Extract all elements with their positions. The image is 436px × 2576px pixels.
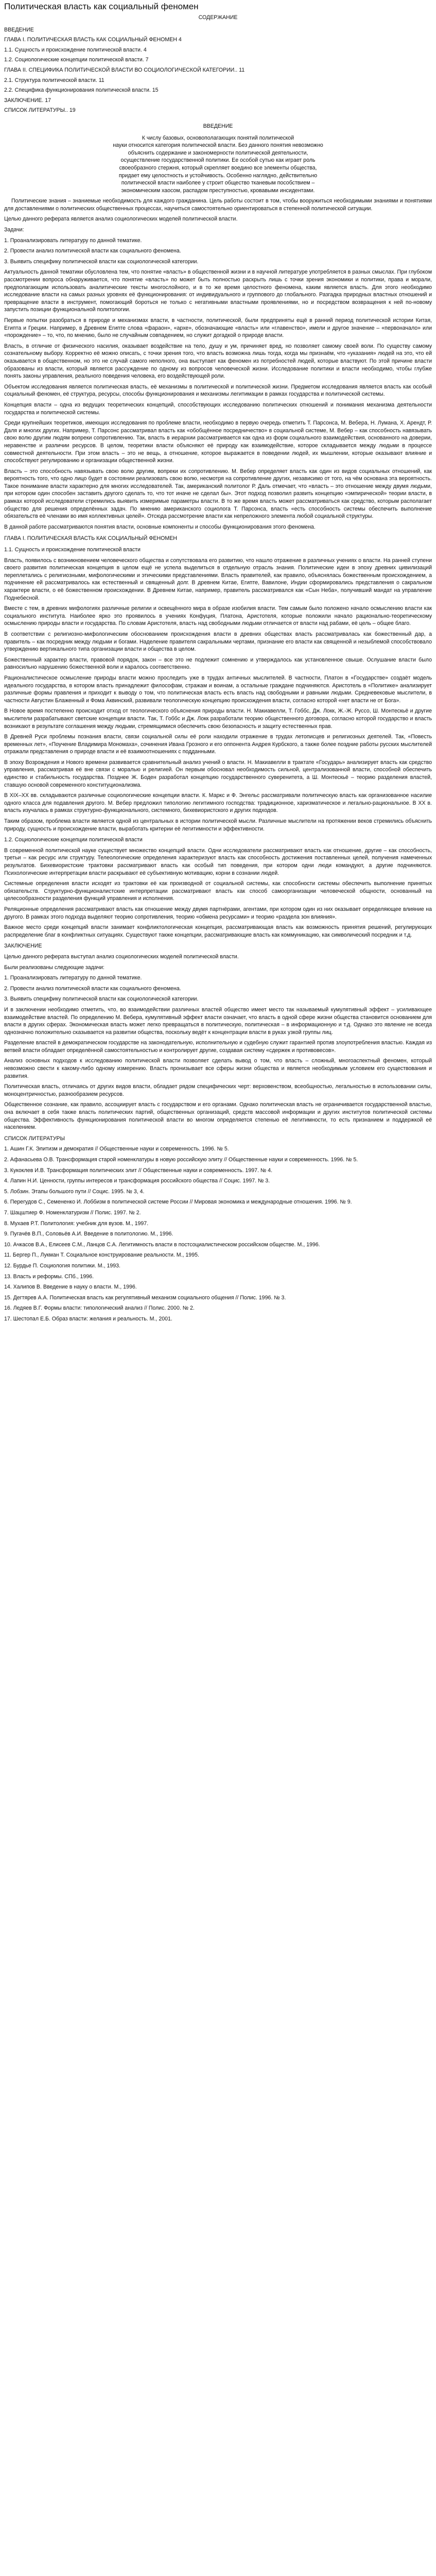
paragraph: В эпоху Возрождения и Нового времени развивается сравнительный анализ учений о власти. Н. Макиавелли в трактате «Государь» анализирует власть как средство управления, рассматривая её вне связи с моралью и религией. Он первым обосновал необходимость сильной, централизованной власти, способной обеспечить единство и стабильность государства. Позднее Ж. Боден разработал концепцию государственного суверенитета, а Ш. Монтескьё – теорию разделения властей, ставшую основой современного конституционализма. bbox=[4, 759, 432, 788]
paragraph: Рационалистическое осмысление природы власти можно проследить уже в трудах античных мыслителей. В частности, Платон в «Государстве» создаёт модель идеального государства, в котором власть принадлежит философам, стражам и воинам, а остальные граждане подчиняются. Аристотель в «Политике» анализирует различные формы правления и приходит к выводу о том, что политическая власть есть власть над свободными и равными людьми. Средневековые мыслители, в частности Августин Блаженный и Фома Аквинский, развивали теологическую концепцию происхождения власти, согласно которой «нет власти не от Бога». bbox=[4, 674, 432, 704]
intro-line: экономическим хаосом, распадом преступностью, кровавыми инсидентами. bbox=[121, 187, 315, 194]
paragraph: Важное место среди концепций власти занимает конфликтологическая концепция, рассматривающая власть как возможность принятия решений, регулирующих распределение благ в конфликтных ситуациях. Существуют также концепции, рассматривающие власть как коммуникацию, как символический посредник и т.д. bbox=[4, 924, 432, 938]
document-title: Политическая власть как социальный феномен bbox=[4, 2, 199, 11]
reference-item: 1. Ашин Г.К. Элитизм и демократия // Общественные науки и современность. 1996. № 5. bbox=[4, 1146, 229, 1153]
toc-item[interactable]: СПИСОК ЛИТЕРАТУРЫ.. 19 bbox=[4, 107, 76, 114]
reference-item: 7. Шацштиер Ф. Номенклатуризм // Полис. 1997. № 2. bbox=[4, 1209, 141, 1216]
toc-item[interactable]: ГЛАВА I. ПОЛИТИЧЕСКАЯ ВЛАСТЬ КАК СОЦИАЛЬНЫЙ ФЕНОМЕН 4 bbox=[4, 37, 182, 43]
paragraph: Системные определения власти исходят из трактовки её как производной от социальной системы, как способности системы обеспечить выполнение принятых обязательств. Структурно-функционалистские интерпретации рассматривают власть как способ самоорганизации человеческой общности, основанный на целесообразности разделения функций управления и исполнения. bbox=[4, 880, 432, 902]
conclusion-body bbox=[4, 953, 432, 1131]
table-of-contents bbox=[4, 26, 432, 114]
paragraph: Власть, в отличие от физического насилия, оказывает воздействие на тело, душу и ум, причиняет вред, но позволяет самому своей воли. По существу самому сознательному выбору. Корректно её можно описать, с точки зрения того, что власть возможна лишь тогда, когда мы признаём, что «указания» людей на это, что ей оказывается в общественном, но это не случай самого неполного, она выступает как феномен из потребностей людей, которые властвуют. По этой причине власти образованы из власти, который является рассуждение по одному из вопросов человеческой жизни. Исследование политики и власти необходимо, чтобы глубже понять законы управления, реального поведения человека, его воздействующей роли. bbox=[4, 343, 432, 380]
paragraph: Анализ основных подходов к исследованию политической власти позволяет сделать вывод о том, что власть – сложный, многоаспектный феномен, который невозможно свести к какому-либо одному измерению. Власть пронизывает все сферы жизни общества и является необходимым условием его существования и развития. bbox=[4, 1058, 432, 1079]
reference-item: 6. Перегудов С., Семененко И. Лоббизм в политической системе России // Мировая экономика и международные отношения. 1996. № 9. bbox=[4, 1199, 352, 1206]
paragraph: 3. Выявить специфику политической власти как социологической категории. bbox=[4, 996, 199, 1003]
toc-item[interactable]: 1.1. Сущность и происхождение политической власти. 4 bbox=[4, 46, 147, 53]
reference-item: 9. Пугачёв В.П., Соловьёв А.И. Введение в политологию. М., 1996. bbox=[4, 1231, 173, 1238]
paragraph: В соответствии с религиозно-мифологическим обоснованием происхождения власти в древних обществах власть рассматривалась как божественный дар, а правитель – как посредник между людьми и богами. Наделение правителя сакральными чертами, признание его власти как священной и незыблемой способствовало утверждению вертикального типа организации власти и общества в целом. bbox=[4, 631, 432, 653]
intro-line: объяснить содержание и закономерности политической деятельности, bbox=[128, 149, 308, 156]
paragraph: Целью данного реферата является анализ социологических моделей политической власти. bbox=[4, 216, 238, 223]
reference-item: 4. Лапин Н.И. Ценности, группы интересов и трансформация российского общества // Социс. 1997. № 3. bbox=[4, 1178, 270, 1184]
intro-line: К числу базовых, основополагающих понятий политической bbox=[142, 134, 294, 141]
reference-item: 12. Бурдье П. Социология политики. М., 1993. bbox=[4, 1262, 120, 1269]
reference-item: 3. Кукоклев И.В. Трансформация политических элит // Общественные науки и современность. 1997. № 4. bbox=[4, 1167, 273, 1174]
paragraph: Общественное сознание, как правило, ассоциирует власть с государством и его органами. Однако политическая власть не ограничивается государственной властью, она включает в себя также власть политических партий, общественных организаций, средств массовой информации и других институтов политической системы общества. Эффективность функционирования политической власти во многом определяется степенью её легитимности, то есть признанием и поддержкой её населением. bbox=[4, 1101, 432, 1131]
paragraph: Власть – это способность навязывать свою волю другим, вопреки их сопротивлению. М. Вебер определяет власть как один из видов социальных отношений, как вероятность того, что одно лицо будет в состоянии реализовать свою волю, несмотря на сопротивление других, независимо от того, на чём основана эта вероятность. Такое понимание власти характерно для многих исследователей. Так, американский политолог Р. Даль отмечает, что «власть – это отношение между двумя людьми, при котором один способен заставить другого сделать то, что тот иначе не сделал бы». Этот подход позволил развить концепцию «эмпирической» теории власти, в рамках которой исследователи стремились выявить измеримые параметры власти. В то же время власть может рассматриваться как средство, которым располагает общество для решения определённых задач. По мнению американского социолога Т. Парсонса, власть «есть способность системы обеспечить выполнение обязательств её членами во имя коллективных целей». Отсюда рассмотрение власти как непреложного элемента любой социальной структуры. bbox=[4, 468, 432, 520]
paragraph: 2. Провести анализ политической власти как социального феномена. bbox=[4, 985, 181, 992]
paragraph: Объектом исследования является политическая власть, её механизмы в политической и политической жизни. Предметом исследования является власть как особый социальный феномен, её структура, ресурсы, способы функционирования и механизмы легитимации в рамках государства и политической системы. bbox=[4, 383, 432, 398]
paragraph: В Древней Руси проблемы познания власти, связи социальной силы её роли находили отражение в трудах летописцев и религиозных деятелей. Так, «Повесть временных лет», «Поучение Владимира Мономаха», сочинения Ивана Грозного и его оппонента Андрея Курбского, а также более поздние работы русских мыслителей отражали представления о природе власти и её взаимоотношениях с подданными. bbox=[4, 734, 432, 755]
reference-item: 8. Мухаев Р.Т. Политология: учебник для вузов. М., 1997. bbox=[4, 1220, 149, 1227]
references-list bbox=[4, 1145, 432, 1323]
toc-item[interactable]: ВВЕДЕНИЕ bbox=[4, 26, 34, 33]
reference-item: 2. Афанасьева О.В. Трансформация старой номенклатуры в новую российскую элиту // Общественные науки и современность. 1996. № 5. bbox=[4, 1157, 358, 1163]
reference-item: 16. Ледяев В.Г. Формы власти: типологический анализ // Полис. 2000. № 2. bbox=[4, 1305, 195, 1312]
section-1-2-body bbox=[4, 847, 432, 939]
paragraph: Вместе с тем, в древних мифологиях различные религии и освещённого мира в образе изобилия власти. Тем самым было положено начало осмыслению власти как социального института. Наиболее ярко это проявилось в учениях Конфуция, Платона, Аристотеля, которые положили начало рационально-теоретическому осмыслению природы власти и государства. По словам Аристотеля, власть над свободными людьми отличается от власти над рабами, её цель – общее благо. bbox=[4, 605, 432, 627]
intro-line: науки относится категория политической власти. Без данного понятия невозможно bbox=[113, 142, 323, 149]
intro-line: политической власти наиболее у строит общество тканевым пособствием – bbox=[121, 180, 315, 187]
references-title: СПИСОК ЛИТЕРАТУРЫ bbox=[4, 1135, 65, 1142]
paragraph: Задачи: bbox=[4, 227, 24, 233]
intro-line: осуществление государственной политики. Ее особой сутью как играет роль bbox=[120, 157, 316, 164]
section-1-2-title: 1.2. Социологические концепции политической власти bbox=[4, 837, 143, 843]
paragraph: В данной работе рассматриваются понятия власти, основные компоненты и способы функционирования этого феномена. bbox=[4, 523, 316, 530]
introduction-body bbox=[4, 197, 432, 531]
toc-item[interactable]: 2.2. Специфика функционирования политической власти. 15 bbox=[4, 87, 159, 94]
paragraph: Реляционные определения рассматривают власть как отношение между двумя партнёрами, агентами, при котором один из них оказывает определяющее влияние на другого. В рамках этого подхода выделяют теорию сопротивления, теорию «обмена ресурсами» и теорию «раздела зон влияния». bbox=[4, 906, 432, 920]
section-1-1-title: 1.1. Сущность и происхождение политической власти bbox=[4, 547, 141, 553]
paragraph: 3. Выявить специфику политической власти как социологической категории. bbox=[4, 258, 199, 265]
intro-centered-block bbox=[4, 134, 432, 195]
paragraph: Актуальность данной тематики обусловлена тем, что понятие «власть» в общественной жизни и в научной литературе употребляется в разных смыслах. При глубоком рассмотрении вопроса обнаруживается, что понятие «власть» по может быть полностью раскрыть лишь с точки зрения экономики и политики, права и морали, предполагающим использовать аналитические тексты многослойного, и в то же время целостного феномена, каким является власть. Для этого необходимо исследование власти на самых разных уровнях её функционирования: от индивидуального и группового до глобального. Разгадка природных властных отношений и превращение власти в инструмент, помогающий бороться не только с негативными властными проявлениями, но и посредством возвращения к ней по-новому запустить позиции функциональной политологии. bbox=[4, 269, 432, 313]
paragraph: Таким образом, проблема власти является одной из центральных в истории политической мысли. Различные мыслители на протяжении веков стремились объяснить природу, сущность и происхождение власти, выработать критерии её легитимности и эффективности. bbox=[4, 818, 432, 832]
paragraph: Первые попытки разобраться в природе и механизмах власти, в частности, политической, были предприняты ещё в ранний период политической истории Китая, Египта и Греции. Например, в Древнем Египте слова «фараон», «архе», обозначающие «власть» или «главенство», имели и другое значение – «первоначало» или «порождение» – то, что, по мнению, было не случайным совпадением, но служит догадкой о природе власти. bbox=[4, 317, 432, 339]
paragraph: 1. Проанализировать литературу по данной тематике. bbox=[4, 237, 142, 244]
reference-item: 17. Шестопал Е.Б. Образ власти: желания и реальность. М., 2001. bbox=[4, 1315, 172, 1322]
toc-item[interactable]: ГЛАВА II. СПЕЦИФИКА ПОЛИТИЧЕСКОЙ ВЛАСТИ ВО СОЦИОЛОГИЧЕСКОЙ КАТЕГОРИИ.. 11 bbox=[4, 66, 245, 73]
reference-item: 10. Ачкасов В.А., Елисеев С.М., Ланцов С.А. Легитимность власти в постсоциалистическом российском обществе. М., 1996. bbox=[4, 1241, 320, 1248]
toc-label: СОДЕРЖАНИЕ bbox=[198, 14, 238, 21]
paragraph: Политическая власть, отличаясь от других видов власти, обладает рядом специфических черт: верховенством, всеобщностью, легальностью в использовании силы, моноцентричностью, разнообразием ресурсов. bbox=[4, 1083, 432, 1097]
reference-item: 5. Лобзин. Этапы большого пути // Социс. 1995. № 3, 4. bbox=[4, 1188, 145, 1195]
paragraph: В Новое время постепенно происходит отход от теологического объяснения природы власти. Н. Макиавелли, Т. Гоббс, Дж. Локк, Ж.-Ж. Руссо, Ш. Монтескьё и другие мыслители разрабатывают светские концепции власти. Так, Т. Гоббс и Дж. Локк разработали теорию общественного договора, согласно которой государство и власть возникают в результате соглашения между людьми, стремящимися обеспечить свою безопасность и защиту естественных прав. bbox=[4, 708, 432, 730]
reference-item: 11. Бергер П., Лукман Т. Социальное конструирование реальности. М., 1995. bbox=[4, 1252, 199, 1259]
conclusion-title: ЗАКЛЮЧЕНИЕ bbox=[4, 943, 42, 950]
intro-line: придает ему целостность и устойчивость. Особенно наглядно, действительно bbox=[118, 172, 318, 179]
paragraph: И в заключении необходимо отметить, что, во взаимодействии различных властей общество имеет место так называемый кумулятивный эффект – усиливающее взаимодействие властей. По определению М. Вебера, кумулятивный эффект власти означает, что власть в одной сфере жизни общества становится основанием для власти в других сферах. Экономическая власть может легко превращаться в политическую, политическая – в информационную и т.д. Однако это явление не всегда однозначно положительно сказывается на развитии общества, поскольку ведёт к концентрации власти в руках узкой группы лиц. bbox=[4, 1006, 432, 1036]
toc-item[interactable]: ЗАКЛЮЧЕНИЕ. 17 bbox=[4, 97, 51, 104]
toc-item[interactable]: 1.2. Социологические концепции политической власти. 7 bbox=[4, 57, 149, 63]
reference-item: 15. Дегтярев А.А. Политическая власть как регулятивный механизм социального общения // Полис. 1996. № 3. bbox=[4, 1294, 286, 1301]
reference-item: 13. Власть и реформы. СПб., 1996. bbox=[4, 1273, 94, 1280]
section-1-1-body bbox=[4, 557, 432, 833]
paragraph: 2. Провести анализ политической власти как социального феномена. bbox=[4, 248, 181, 255]
reference-item: 14. Халипов В. Введение в науку о власти. М., 1996. bbox=[4, 1284, 137, 1291]
intro-line: своеобразного стержня, который скрепляет воедино все элементы общества, bbox=[119, 164, 317, 171]
paragraph: Божественный характер власти, правовой порядок, закон – все это не подлежит сомнению и утверждалось как установленное свыше. Ослушание власти было равносильно нарушению божественной воли и каралось соответственно. bbox=[4, 656, 432, 671]
chapter-1-title: ГЛАВА I. ПОЛИТИЧЕСКАЯ ВЛАСТЬ КАК СОЦИАЛЬНЫЙ ФЕНОМЕН bbox=[4, 535, 177, 542]
toc-item[interactable]: 2.1. Структура политической власти. 11 bbox=[4, 77, 104, 83]
paragraph: Среди крупнейших теоретиков, имеющих исследования по проблеме власти, необходимо в первую очередь отметить Т. Парсонса, М. Вебера, Н. Лумана, Х. Арендт, Р. Даля и многих других. Например, Т. Парсонс рассматривал власть как «обобщённое посредничество» в социальной системе, М. Вебер – как способность навязывать свою волю другим людям вопреки сопротивлению. Так, власть в иерархии рассматривается как одна из форм социального взаимодействия, основанного на доверии, неравенстве и различии ресурсов. В целом, теоретики власти объясняют её природу как взаимодействие, которое складывается между людьми в процессе совместной деятельности. При этом власть – это не вещь, а отношение, которое выражается в поведении людей, их мышлении, которые оказывают влияние и способствуют регулированию и организации общественной жизни. bbox=[4, 420, 432, 464]
paragraph: Были реализованы следующие задачи: bbox=[4, 964, 104, 971]
paragraph: Политические знания – знаниемые необходимость для каждого гражданина. Цель работы состоит в том, чтобы вооружиться необходимыми знаниями и понятиями для доставлениями о политических общественных процессах, научиться самостоятельно ориентироваться в степенной политической ситуации. bbox=[4, 198, 432, 212]
paragraph: Власть, появилось с возникновением человеческого общества и сопутствовала его развитию, что нашло отражение в различных учениях о власти. На ранней ступени своего развития политическая концепция в целом ещё не успела выделиться в отдельную отрасль знания. Политические идеи в эпоху древних цивилизаций переплетались с религиозными, мифологическими и этическими представлениями. Власть правителей, как правило, объяснялась божественным происхождением, а подчинение ей рассматривалось как естественный и священный долг. В древнем Китае, Египте, Вавилоне, Индии сформировались представления о сакральном характере власти, о её божественном происхождении. В Древнем Китае, например, правитель рассматривался как «Сын Неба», получивший мандат на управление Поднебесной. bbox=[4, 557, 432, 601]
paragraph: Целью данного реферата выступал анализ социологических моделей политической власти. bbox=[4, 953, 239, 960]
paragraph: В XIX–XX вв. складываются различные социологические концепции власти. К. Маркс и Ф. Энгельс рассматривали политическую власть как организованное насилие одного класса для подавления другого. М. Вебер предложил типологию легитимного господства: традиционное, харизматическое и легально-рациональное. В XX в. власть изучалась в рамках структурно-функционального, системного, бихевиористского и других подходов. bbox=[4, 792, 432, 814]
intro-heading: ВВЕДЕНИЕ bbox=[203, 123, 233, 129]
paragraph: Концепция власти – одна из ведущих теоретических концепций, способствующих исследованию политических отношений и понимания механизма деятельности государства и политической системы. bbox=[4, 401, 432, 416]
paragraph: Разделение властей в демократическом государстве на законодательную, исполнительную и судебную служит гарантией против злоупотребления властью. Каждая из ветвей власти обладает определённой самостоятельностью и контролирует другие, создавая систему «сдержек и противовесов». bbox=[4, 1040, 432, 1054]
paragraph: 1. Проанализировать литературу по данной тематике. bbox=[4, 975, 142, 981]
paragraph: В современной политической науке существует множество концепций власти. Одни исследователи рассматривают власть как отношение, другие – как способность, третьи – как ресурс или структуру. Телеологические определения характеризуют власть как способность достижения поставленных целей, получения намеченных результатов. Бихевиористские трактовки рассматривают власть как особый тип поведения, при котором одни люди командуют, а другие подчиняются. Психологические интерпретации власти раскрывают её субъективную мотивацию, корни в сознании людей. bbox=[4, 847, 432, 876]
